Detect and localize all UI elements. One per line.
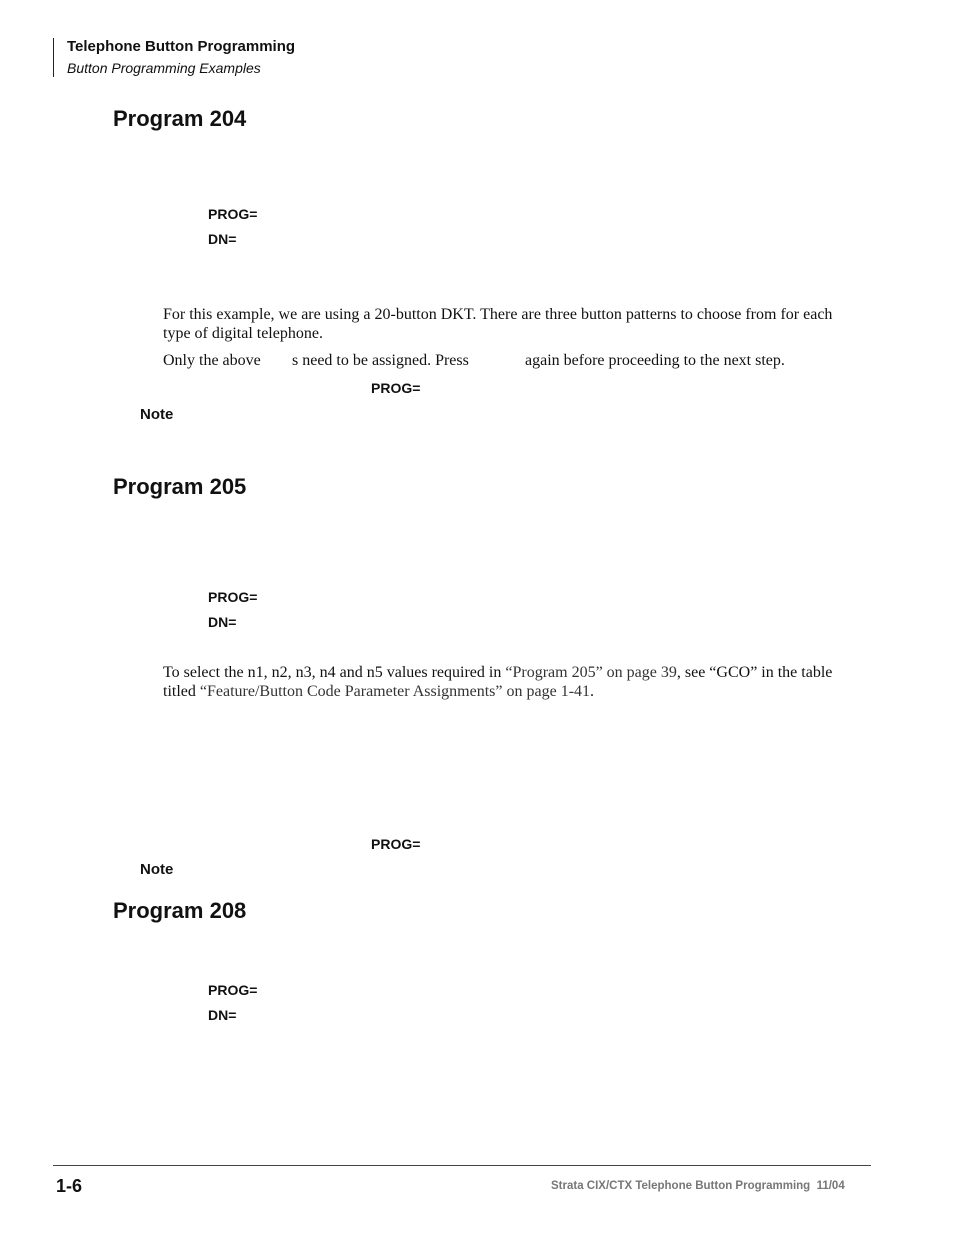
section-heading: Program 208 — [113, 898, 247, 923]
section-subtitle: Button Programming Examples — [67, 60, 261, 76]
section-heading: Program 204 — [113, 106, 247, 131]
body-paragraph: For this example, we are using a 20-button DKT. There are three button patterns to choose from for each type of digital telephone. — [163, 306, 833, 342]
page-number: 1-6 — [56, 1176, 83, 1196]
section-heading: Program 205 — [113, 474, 247, 499]
prog-label: PROG= — [208, 589, 258, 605]
body-text-fragment: Only the above — [163, 352, 261, 369]
footer-rule — [53, 1165, 871, 1166]
body-text-fragment: To select the n1, n2, n3, n4 and n5 values required in — [163, 664, 506, 681]
cross-reference-link[interactable]: “Program 205” on page 39 — [505, 664, 677, 681]
cross-reference-link[interactable]: “Feature/Button Code Parameter Assignments” on page 1-41 — [199, 683, 591, 700]
body-text-fragment: , see “GCO” in the table titled — [163, 664, 833, 700]
step-prog-label: PROG= — [371, 380, 421, 396]
dn-label: DN= — [208, 231, 237, 247]
dn-label: DN= — [208, 614, 237, 630]
body-text-fragment: again before proceeding to the next step. — [525, 352, 785, 369]
step-prog-label: PROG= — [371, 836, 421, 852]
header-rule — [53, 38, 54, 77]
footer-doc-title: Strata CIX/CTX Telephone Button Programming 11/04 — [551, 1180, 845, 1192]
prog-label: PROG= — [208, 206, 258, 222]
body-paragraph — [163, 663, 853, 701]
dn-label: DN= — [208, 1007, 237, 1023]
body-text-fragment: . — [590, 683, 595, 700]
prog-label: PROG= — [208, 982, 258, 998]
chapter-title: Telephone Button Programming — [67, 38, 296, 55]
note-label: Note — [140, 406, 174, 423]
note-label: Note — [140, 861, 174, 878]
body-text-fragment: s need to be assigned. Press — [292, 352, 469, 369]
